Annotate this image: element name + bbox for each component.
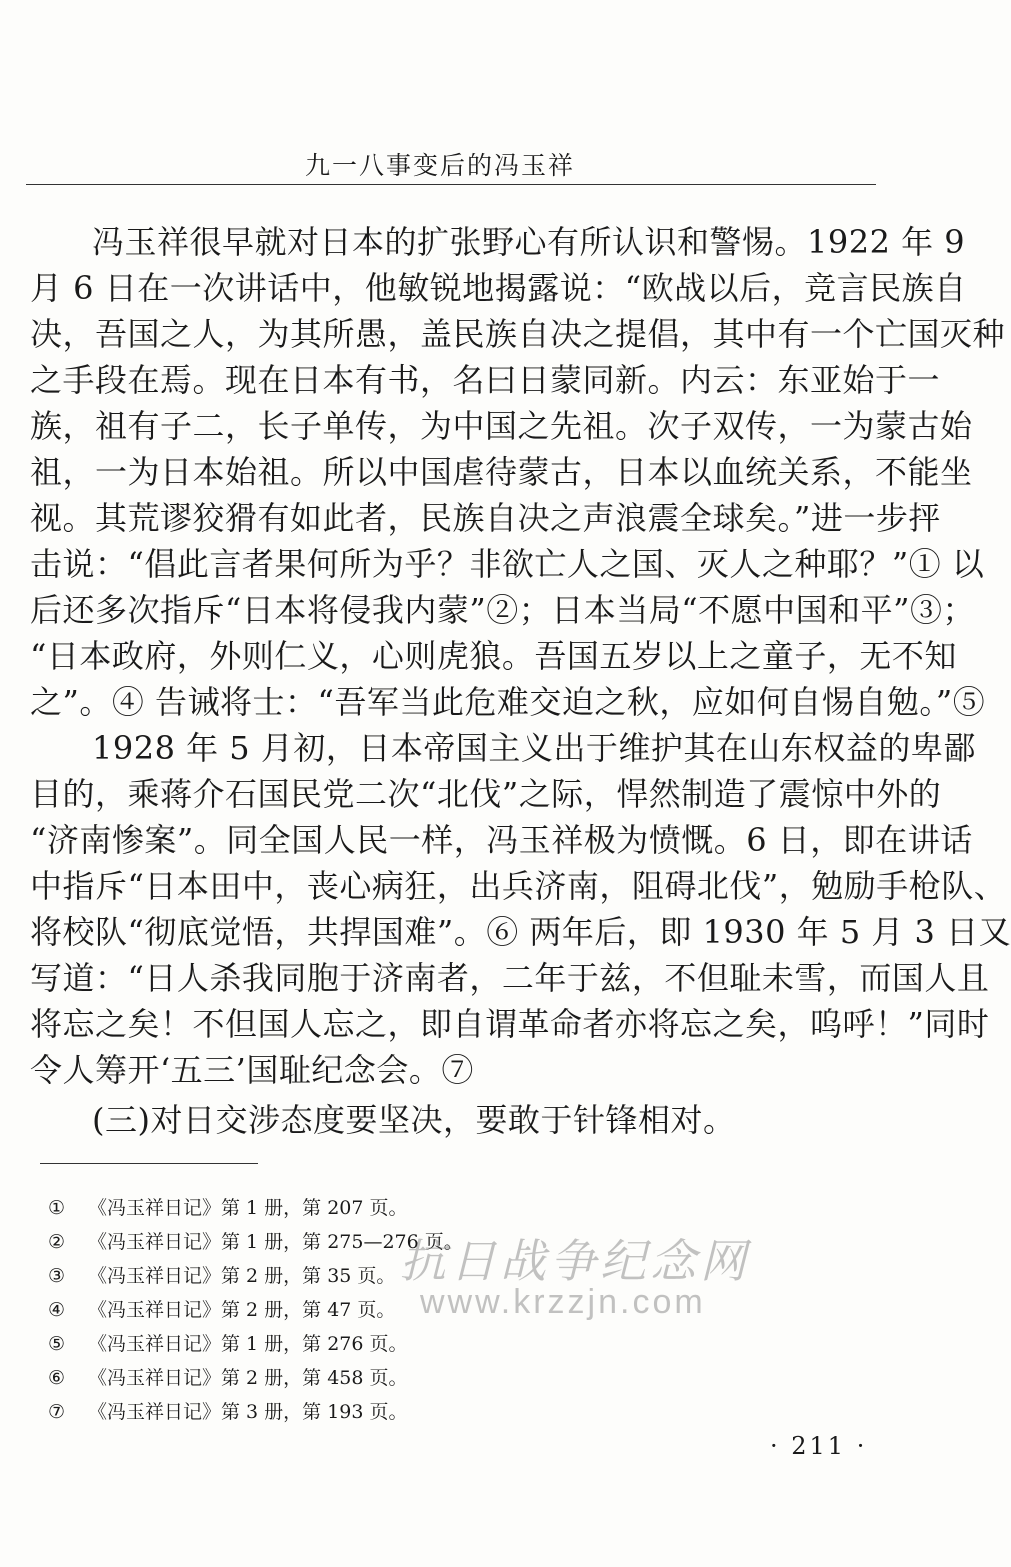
body-line: 之”。④ 告诫将士：“吾军当此危难交迫之秋，应如何自惕自勉。”⑤ <box>30 683 986 721</box>
footnote-text: 《冯玉祥日记》第 3 册，第 193 页。 <box>88 1401 408 1423</box>
body-line: 中指斥“日本田中，丧心病狂，出兵济南，阻碍北伐”，勉励手枪队、 <box>30 867 1007 905</box>
footnote-number: ⑥ <box>48 1367 66 1389</box>
footnote-text: 《冯玉祥日记》第 2 册，第 35 页。 <box>88 1265 396 1287</box>
page-number: · 211 · <box>770 1432 868 1460</box>
body-line: 决，吾国之人，为其所愚，盖民族自决之提倡，其中有一个亡国灭种 <box>30 315 1006 353</box>
watermark <box>400 1225 750 1322</box>
footnote-number: ② <box>48 1231 66 1253</box>
footnote-number: ① <box>48 1197 66 1219</box>
body-line: 祖，一为日本始祖。所以中国虐待蒙古，日本以血统关系，不能坐 <box>30 453 973 491</box>
body-line: 击说：“倡此言者果何所为乎？非欲亡人之国、灭人之种耶？”① 以 <box>30 545 985 583</box>
body-line: 1928 年 5 月初，日本帝国主义出于维护其在山东权益的卑鄙 <box>92 729 976 767</box>
footnote-text: 《冯玉祥日记》第 2 册，第 47 页。 <box>88 1299 396 1321</box>
section-heading: (三)对日交涉态度要坚决，要敢于针锋相对。 <box>92 1101 736 1139</box>
footnote-text: 《冯玉祥日记》第 1 册，第 207 页。 <box>88 1197 408 1219</box>
body-line: 目的，乘蒋介石国民党二次“北伐”之际，悍然制造了震惊中外的 <box>30 775 942 813</box>
footnote-text: 《冯玉祥日记》第 2 册，第 458 页。 <box>88 1367 408 1389</box>
watermark-url: www.krzzjn.com <box>420 1283 706 1321</box>
body-line: 后还多次指斥“日本将侵我内蒙”②；日本当局“不愿中国和平”③； <box>30 591 975 629</box>
footnote-item <box>48 1364 748 1392</box>
body-line: 视。其荒谬狡猾有如此者，民族自决之声浪震全球矣。”进一步抨 <box>30 499 941 537</box>
body-line: 将忘之矣！不但国人忘之，即自谓革命者亦将忘之矣，呜呼！”同时 <box>30 1005 990 1043</box>
watermark-text: 抗日战争纪念网 <box>400 1235 750 1287</box>
footnote-text: 《冯玉祥日记》第 1 册，第 275—276 页。 <box>88 1231 463 1253</box>
body-line: “日本政府，外则仁义，心则虎狼。吾国五岁以上之童子，无不知 <box>30 637 957 675</box>
footnote-item <box>48 1398 748 1426</box>
footnote-divider <box>40 1163 258 1164</box>
body-line: 冯玉祥很早就对日本的扩张野心有所认识和警惕。1922 年 9 <box>92 223 966 261</box>
header-divider <box>26 184 876 185</box>
body-line: 将校队“彻底觉悟，共捍国难”。⑥ 两年后，即 1930 年 5 月 3 日又 <box>30 913 1011 951</box>
footnote-item <box>48 1194 748 1222</box>
footnote-number: ⑤ <box>48 1333 66 1355</box>
running-header: 九一八事变后的冯玉祥 <box>304 151 575 180</box>
body-line: 族，祖有子二，长子单传，为中国之先祖。次子双传，一为蒙古始 <box>30 407 973 445</box>
body-line: 之手段在焉。现在日本有书，名曰日蒙同新。内云：东亚始于一 <box>30 361 941 399</box>
footnote-text: 《冯玉祥日记》第 1 册，第 276 页。 <box>88 1333 408 1355</box>
footnote-number: ⑦ <box>48 1401 66 1423</box>
body-line: 写道：“日人杀我同胞于济南者，二年于兹，不但耻未雪，而国人且 <box>30 959 990 997</box>
body-line: “济南惨案”。同全国人民一样，冯玉祥极为愤慨。6 日，即在讲话 <box>30 821 973 859</box>
footnote-item <box>48 1330 748 1358</box>
body-line: 月 6 日在一次讲话中，他敏锐地揭露说：“欧战以后，竞言民族自 <box>30 269 967 307</box>
footnote-number: ③ <box>48 1265 66 1287</box>
body-line: 令人筹开‘五三’国耻纪念会。⑦ <box>30 1051 474 1089</box>
footnote-number: ④ <box>48 1299 66 1321</box>
